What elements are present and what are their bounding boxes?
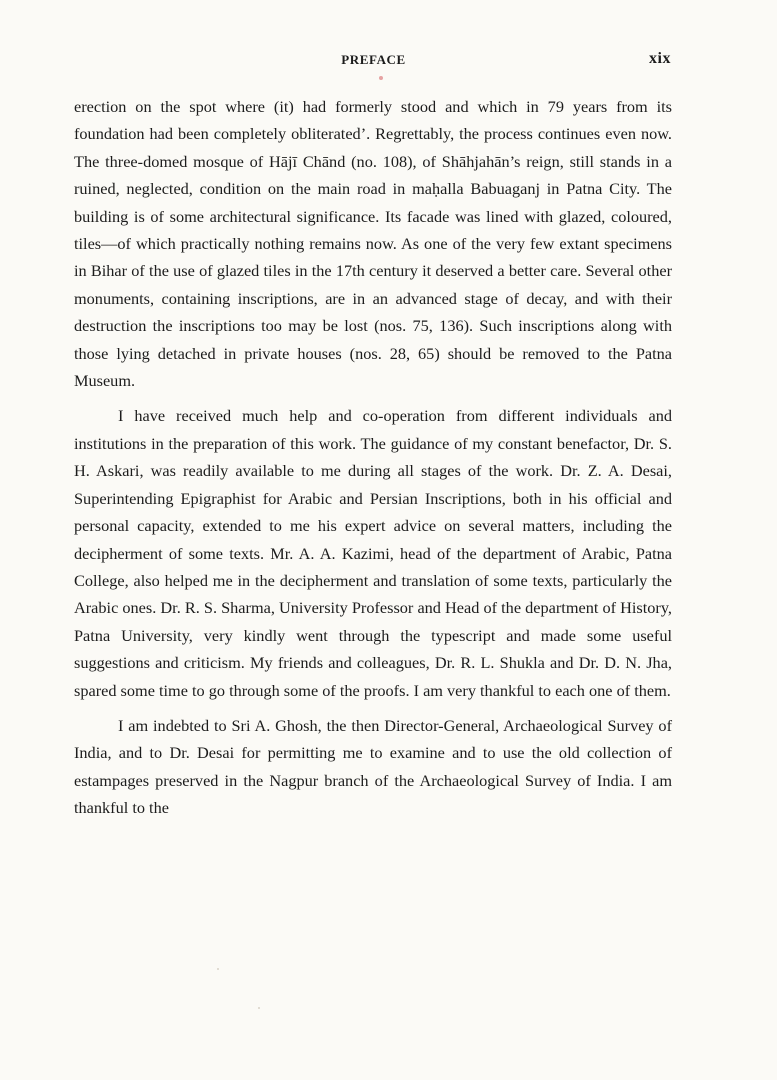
running-head	[74, 52, 673, 72]
paper-speck	[258, 1007, 260, 1009]
body-text	[74, 93, 672, 830]
paragraph-3: I am indebted to Sri A. Ghosh, the then Director-General, Archaeological Survey of India, and to Dr. Desai for permitting me to examine and to use the old collection of estampages preserved in the Nagpur branch of the Archaeological Survey of India. I am thankful to the	[74, 715, 672, 818]
page-number: xix	[649, 50, 671, 67]
paragraph-1: erection on the spot where (it) had formerly stood and which in 79 years from its foundation had been completely obliterated’. Regrettably, the process continues even now. The three-domed mosque of Hājī Chānd (no. 108), of Shāhjahān’s reign, still stands in a ruined, neglected, condition on the main road in maḥalla Babuaganj in Patna City. The building is of some architectural significance. Its facade was lined with glazed, coloured, tiles—of which practically nothing remains now. As one of the very few extant specimens in Bihar of the use of glazed tiles in the 17th century it deserved a better care. Several other monuments, containing inscriptions, are in an advanced stage of decay, and with their destruction the inscriptions too may be lost (nos. 75, 136). Such inscriptions along with those lying detached in private houses (nos. 28, 65) should be removed to the Patna Museum.	[74, 97, 672, 391]
paragraph-2: I have received much help and co-operation from different individuals and institutions in the preparation of this work. The guidance of my constant benefactor, Dr. S. H. Askari, was readily available to me during all stages of the work. Dr. Z. A. Desai, Superintending Epigraphist for Arabic and Persian Inscriptions, both in his official and personal capacity, extended to me his expert advice on several matters, including the decipherment of some texts. Mr. A. A. Kazimi, head of the department of Arabic, Patna College, also helped me in the decipherment and translation of some texts, particularly the Arabic ones. Dr. R. S. Sharma, University Professor and Head of the department of History, Patna University, very kindly went through the typescript and made some useful suggestions and criticism. My friends and colleagues, Dr. R. L. Shukla and Dr. D. N. Jha, spared some time to go through some of the proofs. I am very thankful to each one of them.	[74, 406, 672, 700]
ornament-dot	[379, 76, 383, 80]
paper-speck	[217, 968, 219, 970]
running-title: PREFACE	[341, 52, 406, 67]
